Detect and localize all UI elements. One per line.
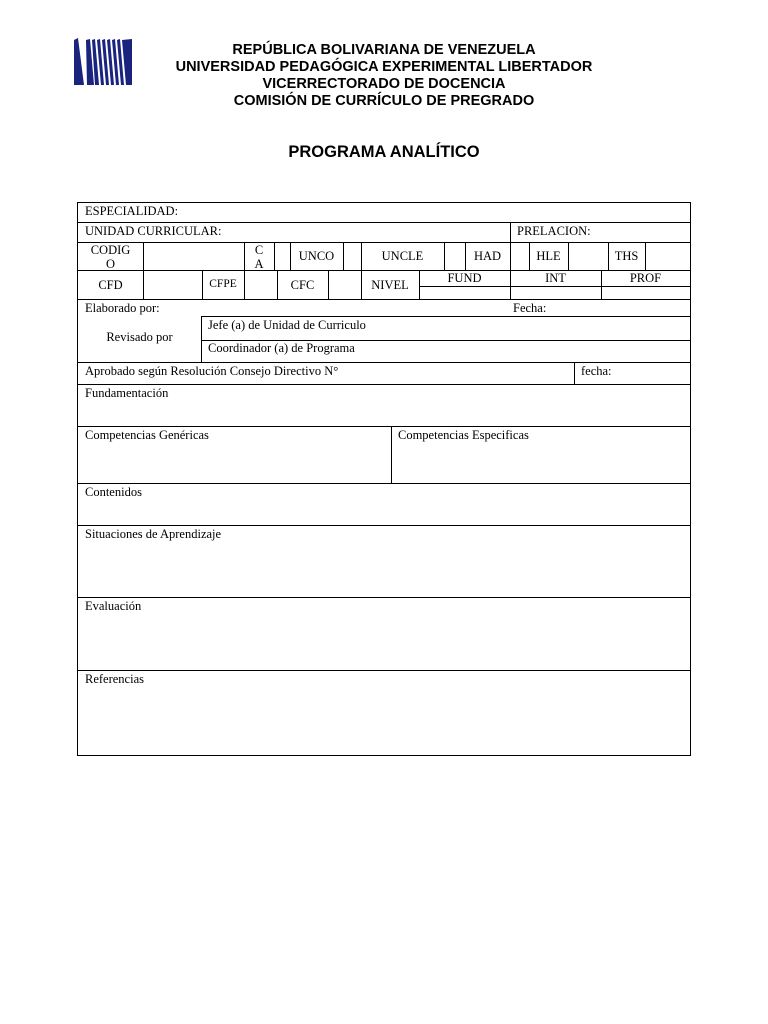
col-divider xyxy=(274,242,275,270)
col-divider xyxy=(244,270,245,299)
competencias-genericas-label: Competencias Genéricas xyxy=(85,428,209,442)
codigo-label-line2: O xyxy=(105,257,116,271)
referencias-label: Referencias xyxy=(85,672,144,686)
row-divider xyxy=(419,286,690,287)
uncle-label: UNCLE xyxy=(381,249,424,263)
contenidos-label: Contenidos xyxy=(85,485,142,499)
hle-label: HLE xyxy=(536,249,561,263)
fund-label: FUND xyxy=(447,271,482,285)
col-divider xyxy=(510,222,511,242)
jefe-label: Jefe (a) de Unidad de Curriculo xyxy=(208,318,366,332)
especialidad-label: ESPECIALIDAD: xyxy=(85,204,179,218)
col-divider xyxy=(201,316,202,362)
col-divider xyxy=(343,242,344,270)
row-divider xyxy=(78,597,690,598)
nivel-label: NIVEL xyxy=(371,278,409,292)
fundamentacion-label: Fundamentación xyxy=(85,386,169,400)
situaciones-label: Situaciones de Aprendizaje xyxy=(85,527,222,541)
col-divider xyxy=(510,242,511,270)
row-divider xyxy=(78,426,690,427)
had-label: HAD xyxy=(473,249,502,263)
program-form xyxy=(77,202,691,756)
competencias-especificas-label: Competencias Especificas xyxy=(398,428,529,442)
row-divider xyxy=(78,483,690,484)
cfd-label: CFD xyxy=(98,278,123,292)
coordinador-label: Coordinador (a) de Programa xyxy=(208,341,355,355)
int-label: INT xyxy=(545,271,566,285)
col-divider xyxy=(391,426,392,483)
prof-label: PROF xyxy=(629,271,662,285)
revisado-label: Revisado por xyxy=(106,330,173,344)
document-title: PROGRAMA ANALÍTICO xyxy=(288,143,480,161)
col-divider xyxy=(568,242,569,270)
row-divider xyxy=(78,299,690,300)
row-divider xyxy=(78,362,690,363)
cfc-label: CFC xyxy=(290,278,315,292)
ca-label-line1: C xyxy=(254,243,264,257)
evaluacion-label: Evaluación xyxy=(85,599,142,613)
col-divider xyxy=(645,242,646,270)
row-divider xyxy=(201,316,690,317)
codigo-label-line1: CODIG xyxy=(90,243,131,257)
aprobado-label: Aprobado según Resolución Consejo Directivo N° xyxy=(85,364,339,378)
row-divider xyxy=(78,384,690,385)
elaborado-label: Elaborado por: xyxy=(85,301,160,315)
cfpe-label: CFPE xyxy=(209,278,237,290)
header-line-3: VICERRECTORADO DE DOCENCIA xyxy=(262,76,506,92)
row-divider xyxy=(78,670,690,671)
row-divider xyxy=(78,525,690,526)
fecha-label: Fecha: xyxy=(513,301,547,315)
row-divider xyxy=(78,222,690,223)
header-line-4: COMISIÓN DE CURRÍCULO DE PREGRADO xyxy=(233,93,535,109)
col-divider xyxy=(574,362,575,384)
unidad-curricular-label: UNIDAD CURRICULAR: xyxy=(85,224,222,238)
fecha-aprobado-label: fecha: xyxy=(581,364,612,378)
ths-label: THS xyxy=(614,249,639,263)
header-line-1: REPÚBLICA BOLIVARIANA DE VENEZUELA xyxy=(232,42,536,58)
col-divider xyxy=(143,242,144,299)
ca-label-line2: A xyxy=(254,257,264,271)
row-divider xyxy=(78,242,690,243)
col-divider xyxy=(444,242,445,270)
prelacion-label: PRELACION: xyxy=(517,224,591,238)
header-line-2: UNIVERSIDAD PEDAGÓGICA EXPERIMENTAL LIBERTADOR xyxy=(175,59,593,75)
unco-label: UNCO xyxy=(298,249,335,263)
col-divider xyxy=(328,270,329,299)
